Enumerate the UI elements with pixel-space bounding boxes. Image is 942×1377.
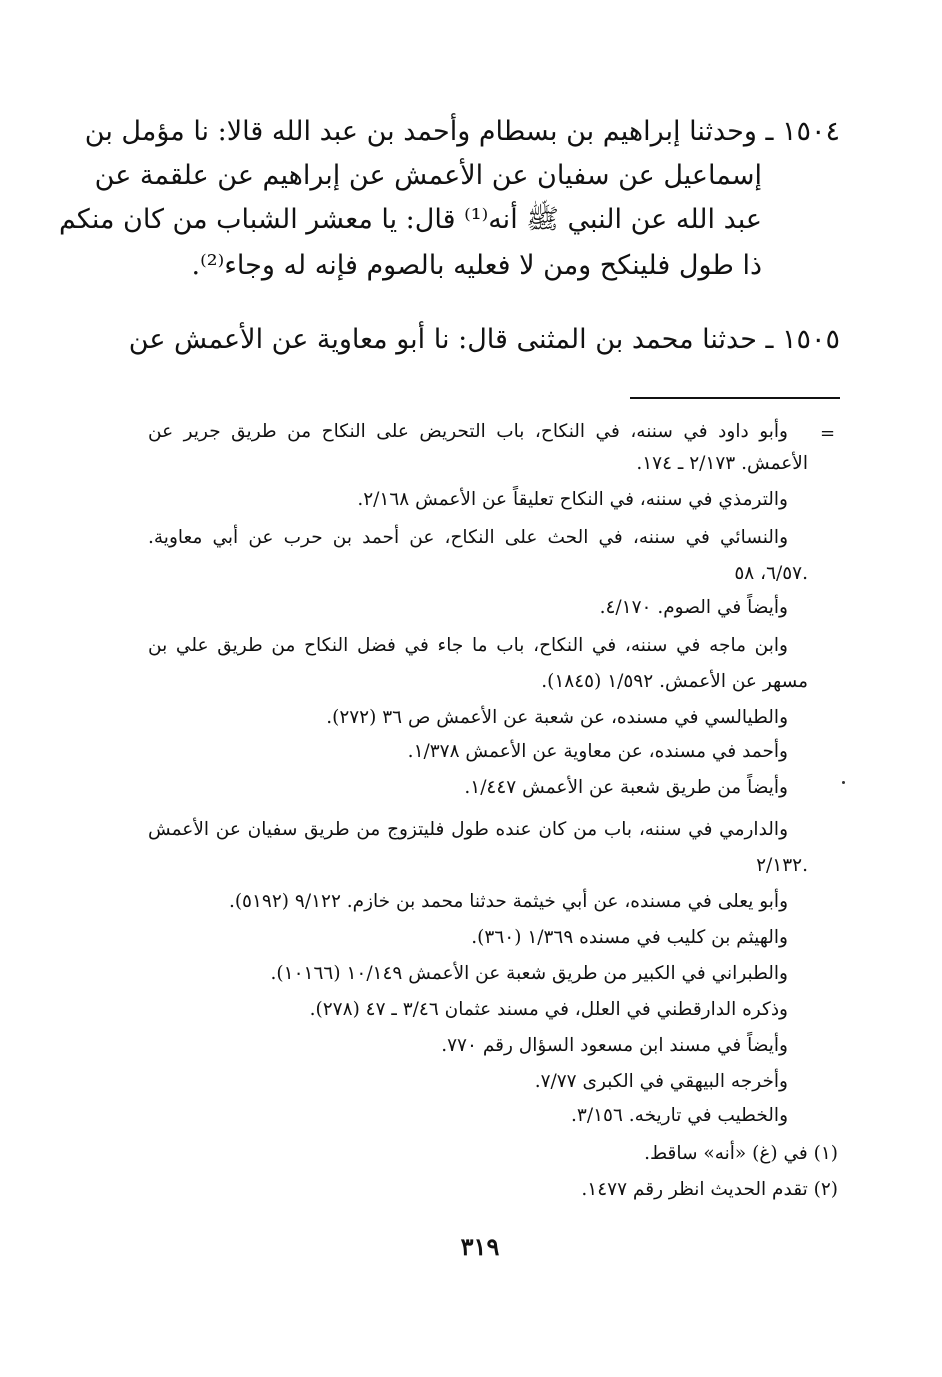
footnote-line: وأيضاً في الصوم. ٤/١٧٠. xyxy=(599,597,788,618)
page-number: ٣١٩ xyxy=(460,1232,500,1261)
footnote-line: وأيضاً في مسند ابن مسعود السؤال رقم ٧٧٠. xyxy=(441,1035,788,1056)
footnote-line: وابن ماجه في سننه، في النكاح، باب ما جاء في فضل النكاح من طريق علي بن xyxy=(148,635,788,656)
footnote-line: والخطيب في تاريخه. ٣/١٥٦. xyxy=(571,1105,788,1126)
footnote-line: والهيثم بن كليب في مسنده ١/٣٦٩ (٣٦٠). xyxy=(471,927,788,948)
footnote-line: والنسائي في سننه، في الحث على النكاح، عن أحمد بن حرب عن أبي معاوية. xyxy=(148,527,788,548)
margin-dot xyxy=(842,781,845,784)
footnote-2: (٢) تقدم الحديث انظر رقم ١٤٧٧. xyxy=(581,1179,838,1200)
footnote-line: وذكره الدارقطني في العلل، في مسند عثمان ٣/٤٦ ـ ٤٧ (٢٧٨). xyxy=(309,999,788,1020)
footnote-line: وأحمد في مسنده، عن معاوية عن الأعمش ١/٣٧٨. xyxy=(407,741,788,762)
footnote-line: والترمذي في سننه، في النكاح تعليقاً عن الأعمش ٢/١٦٨. xyxy=(357,489,788,510)
footnote-line: ٦/٥٧، ٥٨. xyxy=(734,563,808,584)
footnote-line: ٢/١٣٢. xyxy=(756,855,808,876)
footnote-line: وأبو يعلى في مسنده، عن أبي خيثمة حدثنا محمد بن خازم. ٩/١٢٢ (٥١٩٢). xyxy=(228,891,788,912)
footnote-1: (١) في (غ) «أنه» ساقط. xyxy=(644,1143,838,1164)
hadith-1504-line-1: ١٥٠٤ ـ وحدثنا إبراهيم بن بسطام وأحمد بن عبد الله قالا: نا مؤمل بن xyxy=(84,116,840,147)
footnote-line: والطبراني في الكبير من طريق شعبة عن الأعمش ١٠/١٤٩ (١٠١٦٦). xyxy=(270,963,788,984)
hadith-1504-line-2: إسماعيل عن سفيان عن الأعمش عن إبراهيم عن علقمة عن xyxy=(94,160,762,191)
footnote-line: مسهر عن الأعمش. ١/٥٩٢ (١٨٤٥). xyxy=(541,671,808,692)
footnote-line: وأبو داود في سننه، في النكاح، باب التحريض على النكاح من طريق جرير عن xyxy=(148,421,788,442)
footnote-line: والدارمي في سننه، باب من كان عنده طول فليتزوج من طريق سفيان عن الأعمش xyxy=(148,819,788,840)
footnote-line: الأعمش. ٢/١٧٣ ـ ١٧٤. xyxy=(636,453,808,474)
continuation-mark: = xyxy=(820,423,836,444)
hadith-1504-line-4: ذا طول فلينكح ومن لا فعليه بالصوم فإنه له وجاء⁽²⁾. xyxy=(191,250,762,281)
footnote-line: وأيضاً من طريق شعبة عن الأعمش ١/٤٤٧. xyxy=(464,777,788,798)
hadith-1504-line-3: عبد الله عن النبي ﷺ أنه⁽¹⁾ قال: يا معشر الشباب من كان منكم xyxy=(58,204,762,235)
hadith-1505-line-1: ١٥٠٥ ـ حدثنا محمد بن المثنى قال: نا أبو معاوية عن الأعمش عن xyxy=(128,324,840,355)
footnote-line: والطيالسي في مسنده، عن شعبة عن الأعمش ص ٣٦ (٢٧٢). xyxy=(326,707,788,728)
footnote-separator xyxy=(630,397,840,399)
footnote-line: وأخرجه البيهقي في الكبرى ٧/٧٧. xyxy=(534,1071,788,1092)
